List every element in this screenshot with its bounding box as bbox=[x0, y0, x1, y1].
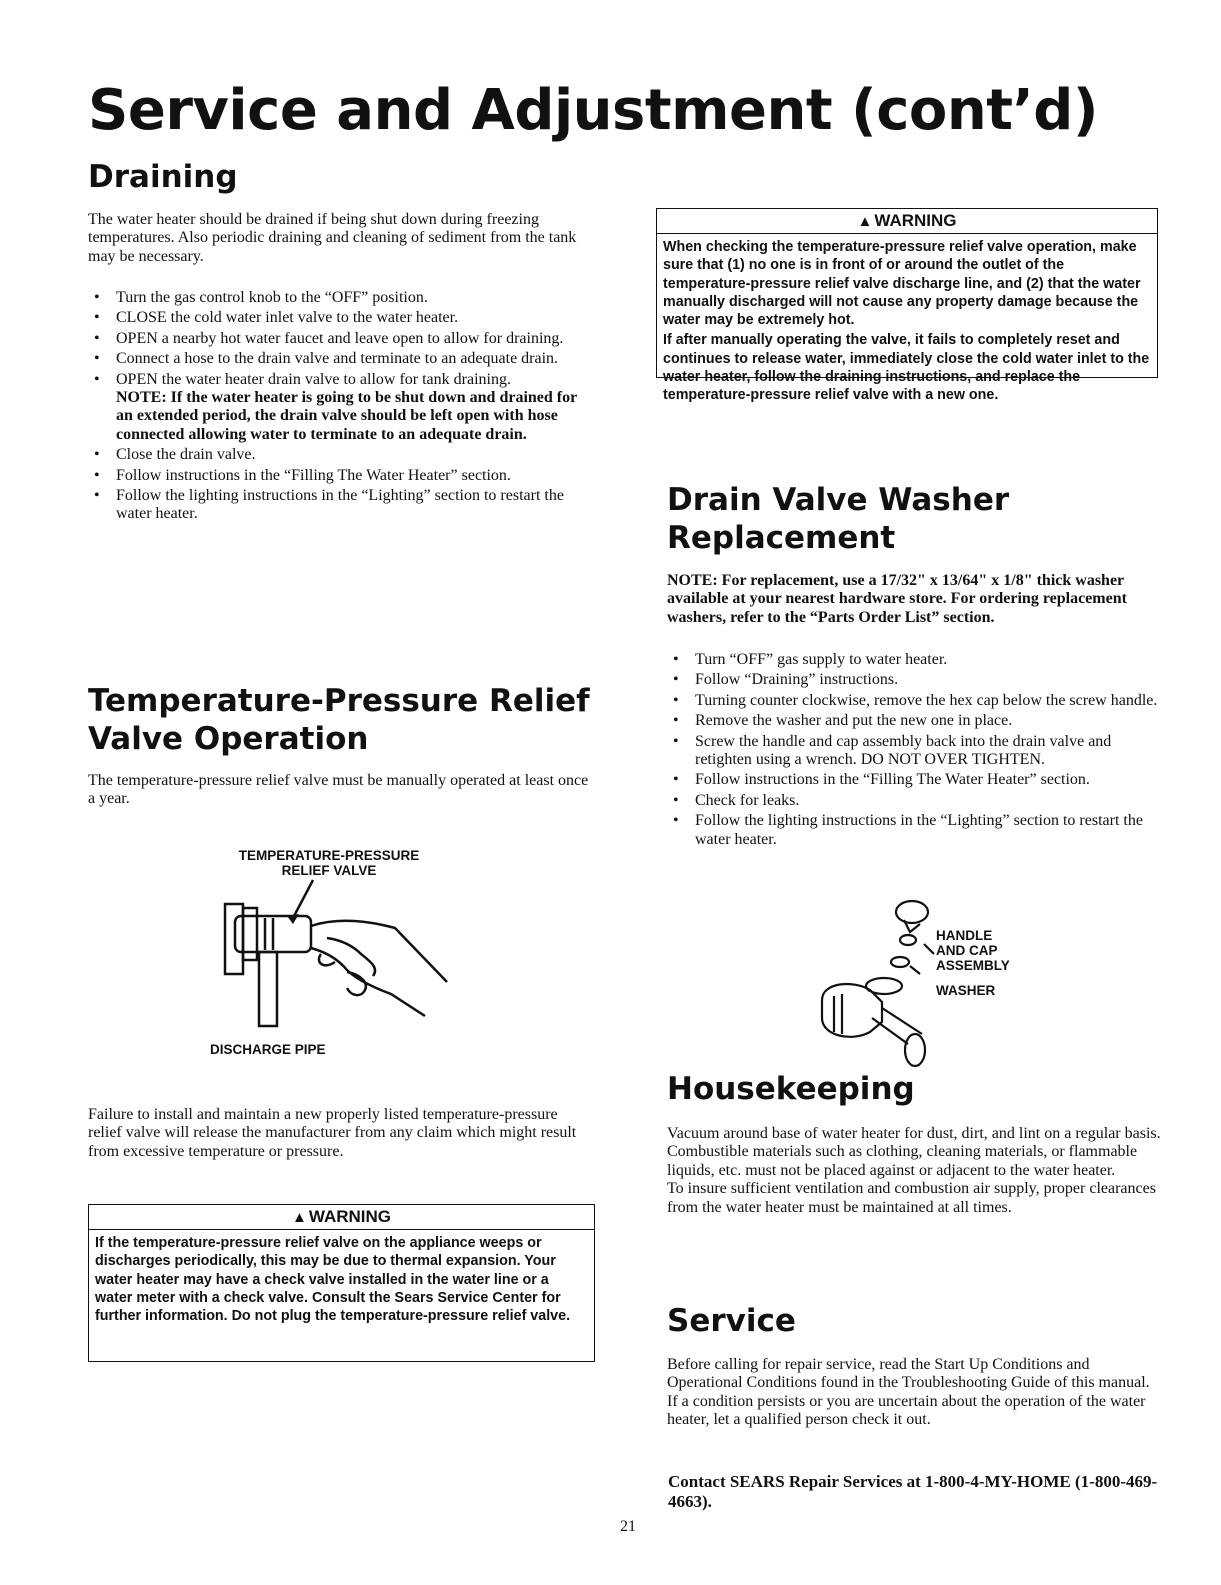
washer-steps bbox=[667, 651, 1161, 851]
list-item: • OPEN the water heater drain valve to allow for tank draining. NOTE: If the water heater is going to be shut down and drained for an extended period, the drain valve should be left open with hose connected allowing water to terminate to an adequate drain. bbox=[88, 371, 590, 445]
contact-sears: Contact SEARS Repair Services at 1-800-4-MY-HOME (1-800-469-4663). bbox=[668, 1472, 1158, 1511]
warning-triangle-icon: ▲ bbox=[291, 1209, 307, 1226]
draining-steps bbox=[88, 289, 590, 526]
list-item: • Turn the gas control knob to the “OFF” position. bbox=[94, 289, 428, 306]
list-item: • Close the drain valve. bbox=[94, 446, 256, 464]
drain-valve-illustration bbox=[812, 892, 942, 1072]
service-heading: Service bbox=[667, 1303, 796, 1339]
list-item: • Follow the lighting instructions in the “Lighting” section to restart the water heater. bbox=[94, 487, 564, 523]
page-title: Service and Adjustment (cont’d) bbox=[88, 78, 1098, 143]
list-item: • CLOSE the cold water inlet valve to the water heater. bbox=[94, 309, 459, 327]
service-text: Before calling for repair service, read the Start Up Conditions and Operational Conditions found in the Troubleshooting Guide of this manual. If a condition persists or you are uncertain about the operation of the water heater, let a qualified person check it out. bbox=[667, 1356, 1150, 1429]
warning-box-right bbox=[656, 208, 1158, 404]
draining-intro: The water heater should be drained if being shut down during freezing temperatures. Also periodic draining and cleaning of sediment from the tank may be necessary. bbox=[88, 211, 577, 265]
washer-note: NOTE: For replacement, use a 17/32" x 13/64" x 1/8" thick washer available at your nearest hardware store. For ordering replacement washers, refer to the “Parts Order List” section. bbox=[667, 572, 1127, 626]
list-item: • Follow instructions in the “Filling The Water Heater” section. bbox=[94, 466, 511, 484]
drain-valve-washer-heading: Drain Valve Washer Replacement bbox=[667, 482, 1010, 556]
list-item: • Connect a hose to the drain valve and terminate to an adequate drain. bbox=[94, 350, 559, 368]
list-item: • OPEN a nearby hot water faucet and leave open to allow for draining. bbox=[94, 329, 564, 347]
tpr-heading: Temperature-Pressure Relief Valve Operation bbox=[88, 683, 590, 757]
list-item: • Remove the washer and put the new one in place. bbox=[673, 712, 1013, 730]
tpr-intro: The temperature-pressure relief valve must be manually operated at least once a year. bbox=[88, 772, 589, 808]
list-item: • Follow “Draining” instructions. bbox=[673, 671, 899, 689]
tp-valve-illustration bbox=[215, 878, 455, 1028]
figure-label-discharge-pipe: DISCHARGE PIPE bbox=[210, 1042, 326, 1057]
list-item: • Follow instructions in the “Filling The Water Heater” section. bbox=[673, 771, 1090, 789]
figure-label-washer: WASHER bbox=[936, 983, 996, 998]
figure-label-handle-cap: HANDLE AND CAP ASSEMBLY bbox=[936, 928, 1010, 973]
warning-box-left bbox=[88, 1204, 595, 1362]
list-item: • Follow the lighting instructions in the “Lighting” section to restart the water heater. bbox=[673, 812, 1143, 848]
draining-heading: Draining bbox=[88, 159, 238, 195]
figure-label-tp-valve: TEMPERATURE-PRESSURE RELIEF VALVE bbox=[238, 848, 420, 878]
draining-note: NOTE: If the water heater is going to be shut down and drained for an extended period, the drain valve should be left open with hose connected allowing water to terminate to an adequate drain. bbox=[116, 389, 577, 443]
page-number: 21 bbox=[620, 1518, 636, 1535]
housekeeping-text: Vacuum around base of water heater for dust, dirt, and lint on a regular basis. Combustible materials such as clothing, cleaning materials, or flammable liquids, etc. must not be placed against or adjacent to the water heater. To insure sufficient ventilation and combustion air supply, proper clearances from the water heater must be maintained at all times. bbox=[667, 1125, 1161, 1216]
list-item: • Turning counter clockwise, remove the hex cap below the screw handle. bbox=[673, 691, 1158, 709]
warning-header: ▲ WARNING bbox=[657, 209, 1157, 234]
list-item: • Check for leaks. bbox=[673, 791, 800, 809]
warning-text: When checking the temperature-pressure relief valve operation, make sure that (1) no one is in front of or around the outlet of the temperature-pressure relief valve discharge line, and (2) that the water manually discharged will not cause any property damage because the water may be extremely hot. If after manually operating the valve, it fails to completely reset and continues to release water, immediately close the cold water inlet to the water heater, follow the draining instructions, and replace the temperature-pressure relief valve with a new one. bbox=[663, 239, 1150, 404]
warning-text: If the temperature-pressure relief valve on the appliance weeps or discharges periodically, this may be due to thermal expansion. Your water heater may have a check valve installed in the water line or a water meter with a check valve. Consult the Sears Service Center for further information. Do not plug the temperature-pressure relief valve. bbox=[95, 1235, 571, 1325]
housekeeping-heading: Housekeeping bbox=[667, 1071, 915, 1107]
list-item: • Turn “OFF” gas supply to water heater. bbox=[673, 651, 948, 668]
warning-header: ▲ WARNING bbox=[89, 1205, 594, 1230]
list-item: • Screw the handle and cap assembly back into the drain valve and retighten using a wrench. DO NOT OVER TIGHTEN. bbox=[673, 732, 1112, 769]
tpr-failure-text: Failure to install and maintain a new properly listed temperature-pressure relief valve will release the manufacturer from any claim which might result from excessive temperature or pressure. bbox=[88, 1106, 577, 1160]
warning-triangle-icon: ▲ bbox=[857, 213, 873, 230]
